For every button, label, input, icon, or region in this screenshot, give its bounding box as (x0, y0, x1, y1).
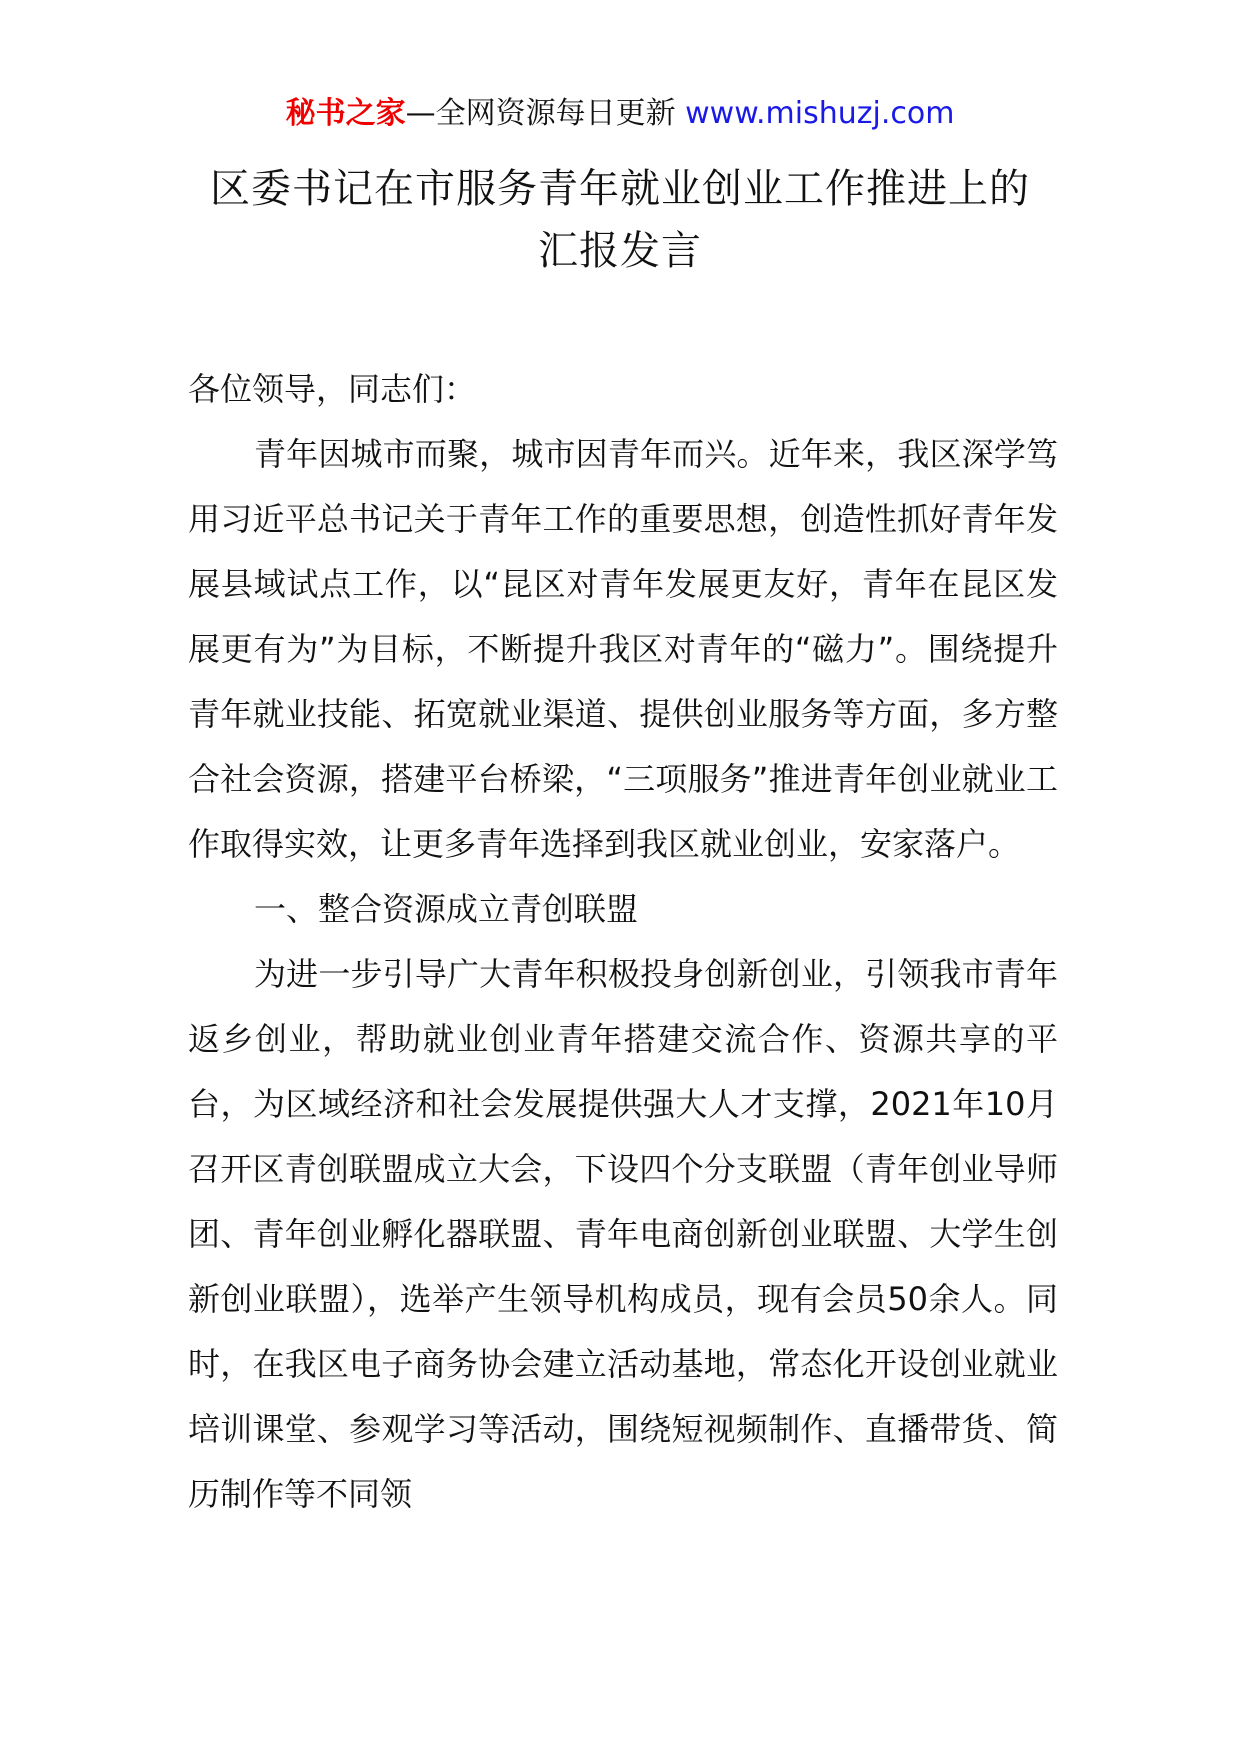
header-tagline: —全网资源每日更新 (405, 96, 686, 131)
title-line-1: 区委书记在市服务青年就业创业工作推进上的 (210, 166, 1030, 212)
intro-paragraph: 青年因城市而聚，城市因青年而兴。近年来，我区深学笃用习近平总书记关于青年工作的重要思想，创造性抓好青年发展县域试点工作，以“昆区对青年发展更友好，青年在昆区发展更有为”为目标，不断提升我区对青年的“磁力”。围绕提升青年就业技能、拓宽就业渠道、提供创业服务等方面，多方整合社会资源，搭建平台桥梁，“三项服务”推进青年创业就业工作取得实效，让更多青年选择到我区就业创业，安家落户。 (188, 435, 1058, 863)
site-header (0, 94, 1240, 134)
title-line-2: 汇报发言 (538, 228, 702, 274)
body-paragraph: 为进一步引导广大青年积极投身创新创业，引领我市青年返乡创业，帮助就业创业青年搭建交流合作、资源共享的平台，为区域经济和社会发展提供强大人才支撑，2021年10月召开区青创联盟成立大会，下设四个分支联盟（青年创业导师团、青年创业孵化器联盟、青年电商创新创业联盟、大学生创新创业联盟），选举产生领导机构成员，现有会员50余人。同时，在我区电子商务协会建立活动基地，常态化开设创业就业培训课堂、参观学习等活动，围绕短视频制作、直播带货、简历制作等不同领 (188, 955, 1058, 1513)
document-body (188, 357, 1058, 1527)
website-link[interactable]: www.mishuzj.com (685, 96, 955, 131)
brand-name: 秘书之家 (285, 96, 406, 131)
section-heading: 一、整合资源成立青创联盟 (254, 890, 639, 928)
document-title (150, 158, 1090, 282)
salutation: 各位领导，同志们： (188, 370, 477, 408)
